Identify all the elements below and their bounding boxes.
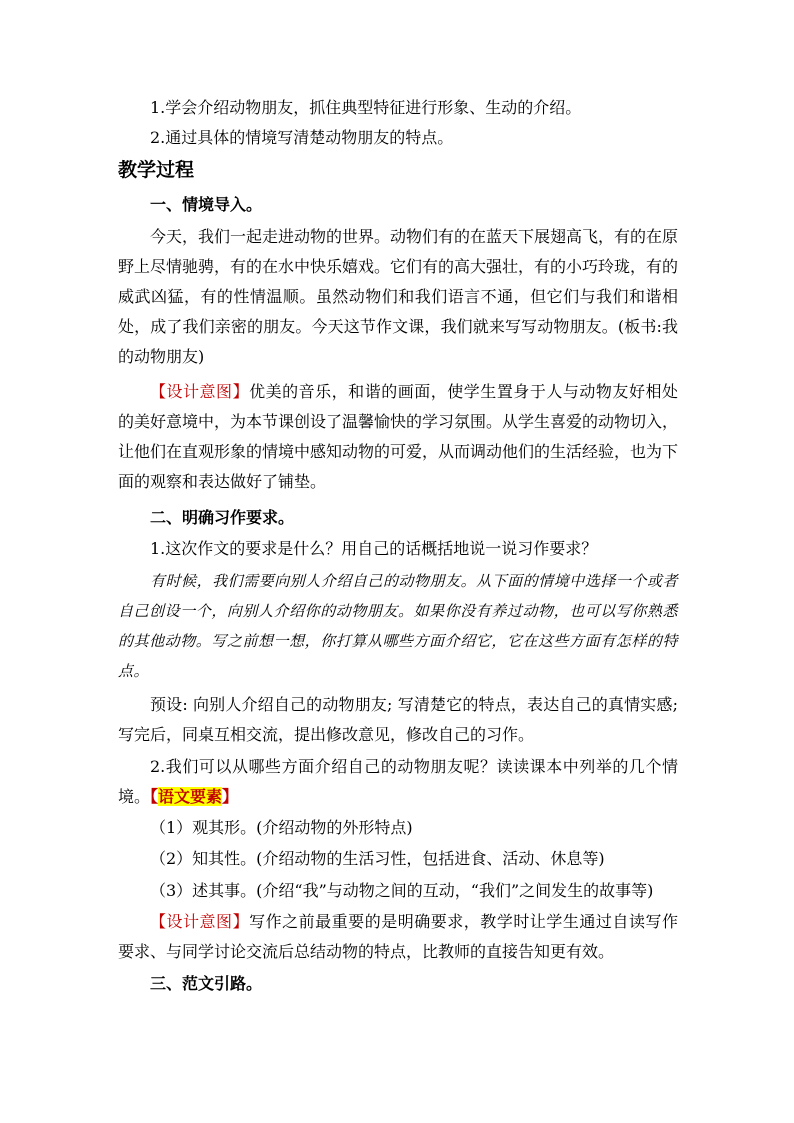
question-2-text: 2.我们可以从哪些方面介绍自己的动物朋友呢？读读课本中列举的几个情境。 (118, 757, 678, 806)
design-label: 【设计意图】 (150, 382, 250, 401)
process-heading: 教学过程 (118, 159, 195, 181)
section-2-question-1: 1.这次作文的要求是什么？用自己的话概括地说一说习作要求？ (150, 539, 598, 558)
list-item: （3）述其事。(介绍“我”与动物之间的互动，“我们”之间发生的故事等) (150, 881, 654, 900)
preset-answer: 预设: 向别人介绍自己的动物朋友; 写清楚它的特点，表达自己的真情实感; 写完后，同桌互相交流，提出修改意见，修改自己的习作。 (118, 695, 678, 744)
section-2-question-2 (118, 752, 678, 812)
section-3-title: 三、范文引路。 (150, 974, 263, 993)
design-text: 优美的音乐，和谐的画面，使学生置身于人与动物友好相处的美好意境中，为本节课创设了温馨愉快的学习氛围。从学生喜爱的动物切入，让他们在直观形象的情境中感知动物的可爱，从而调动他们的生活经验，也为下面的观察和表达做好了铺垫。 (118, 382, 679, 491)
textbook-excerpt: 有时候，我们需要向别人介绍自己的动物朋友。从下面的情境中选择一个或者自己创设一个，向别人介绍你的动物朋友。如果你没有养过动物，也可以写你熟悉的其他动物。写之前想一想，你打算从哪些方面介绍它，它在这些方面有怎样的特点。 (118, 572, 678, 680)
section-1-paragraph: 今天，我们一起走进动物的世界。动物们有的在蓝天下展翅高飞，有的在原野上尽情驰骋，有的在水中快乐嬉戏。它们有的高大强壮，有的小巧玲珑，有的威武凶猛，有的性情温顺。虽然动物们和我们语言不通，但它们与我们和谐相处，成了我们亲密的朋友。今天这节作文课，我们就来写写动物朋友。(板书:我的动物朋友) (118, 227, 679, 366)
list-item: （2）知其性。(介绍动物的生活习性，包括进食、活动、休息等) (150, 849, 605, 868)
tag-open: 【 (150, 787, 159, 806)
section-1-title: 一、情境导入。 (150, 195, 263, 214)
section-1-design-note (118, 377, 678, 497)
list-item: （1）观其形。(介绍动物的外形特点) (150, 818, 413, 837)
design-text: 写作之前最重要的是明确要求，教学时让学生通过自读写作要求、与同学讨论交流后总结动物的特点，比教师的直接告知更有效。 (118, 912, 678, 961)
objective-2: 2.通过具体的情境写清楚动物朋友的特点。 (150, 128, 454, 147)
section-2-design-note (118, 907, 678, 967)
language-element-badge: 语文要素 (158, 787, 223, 806)
objective-1: 1.学会介绍动物朋友，抓住典型特征进行形象、生动的介绍。 (150, 98, 582, 117)
design-label: 【设计意图】 (150, 912, 250, 931)
tag-close: 】 (222, 787, 239, 806)
section-2-title: 二、明确习作要求。 (150, 508, 295, 527)
